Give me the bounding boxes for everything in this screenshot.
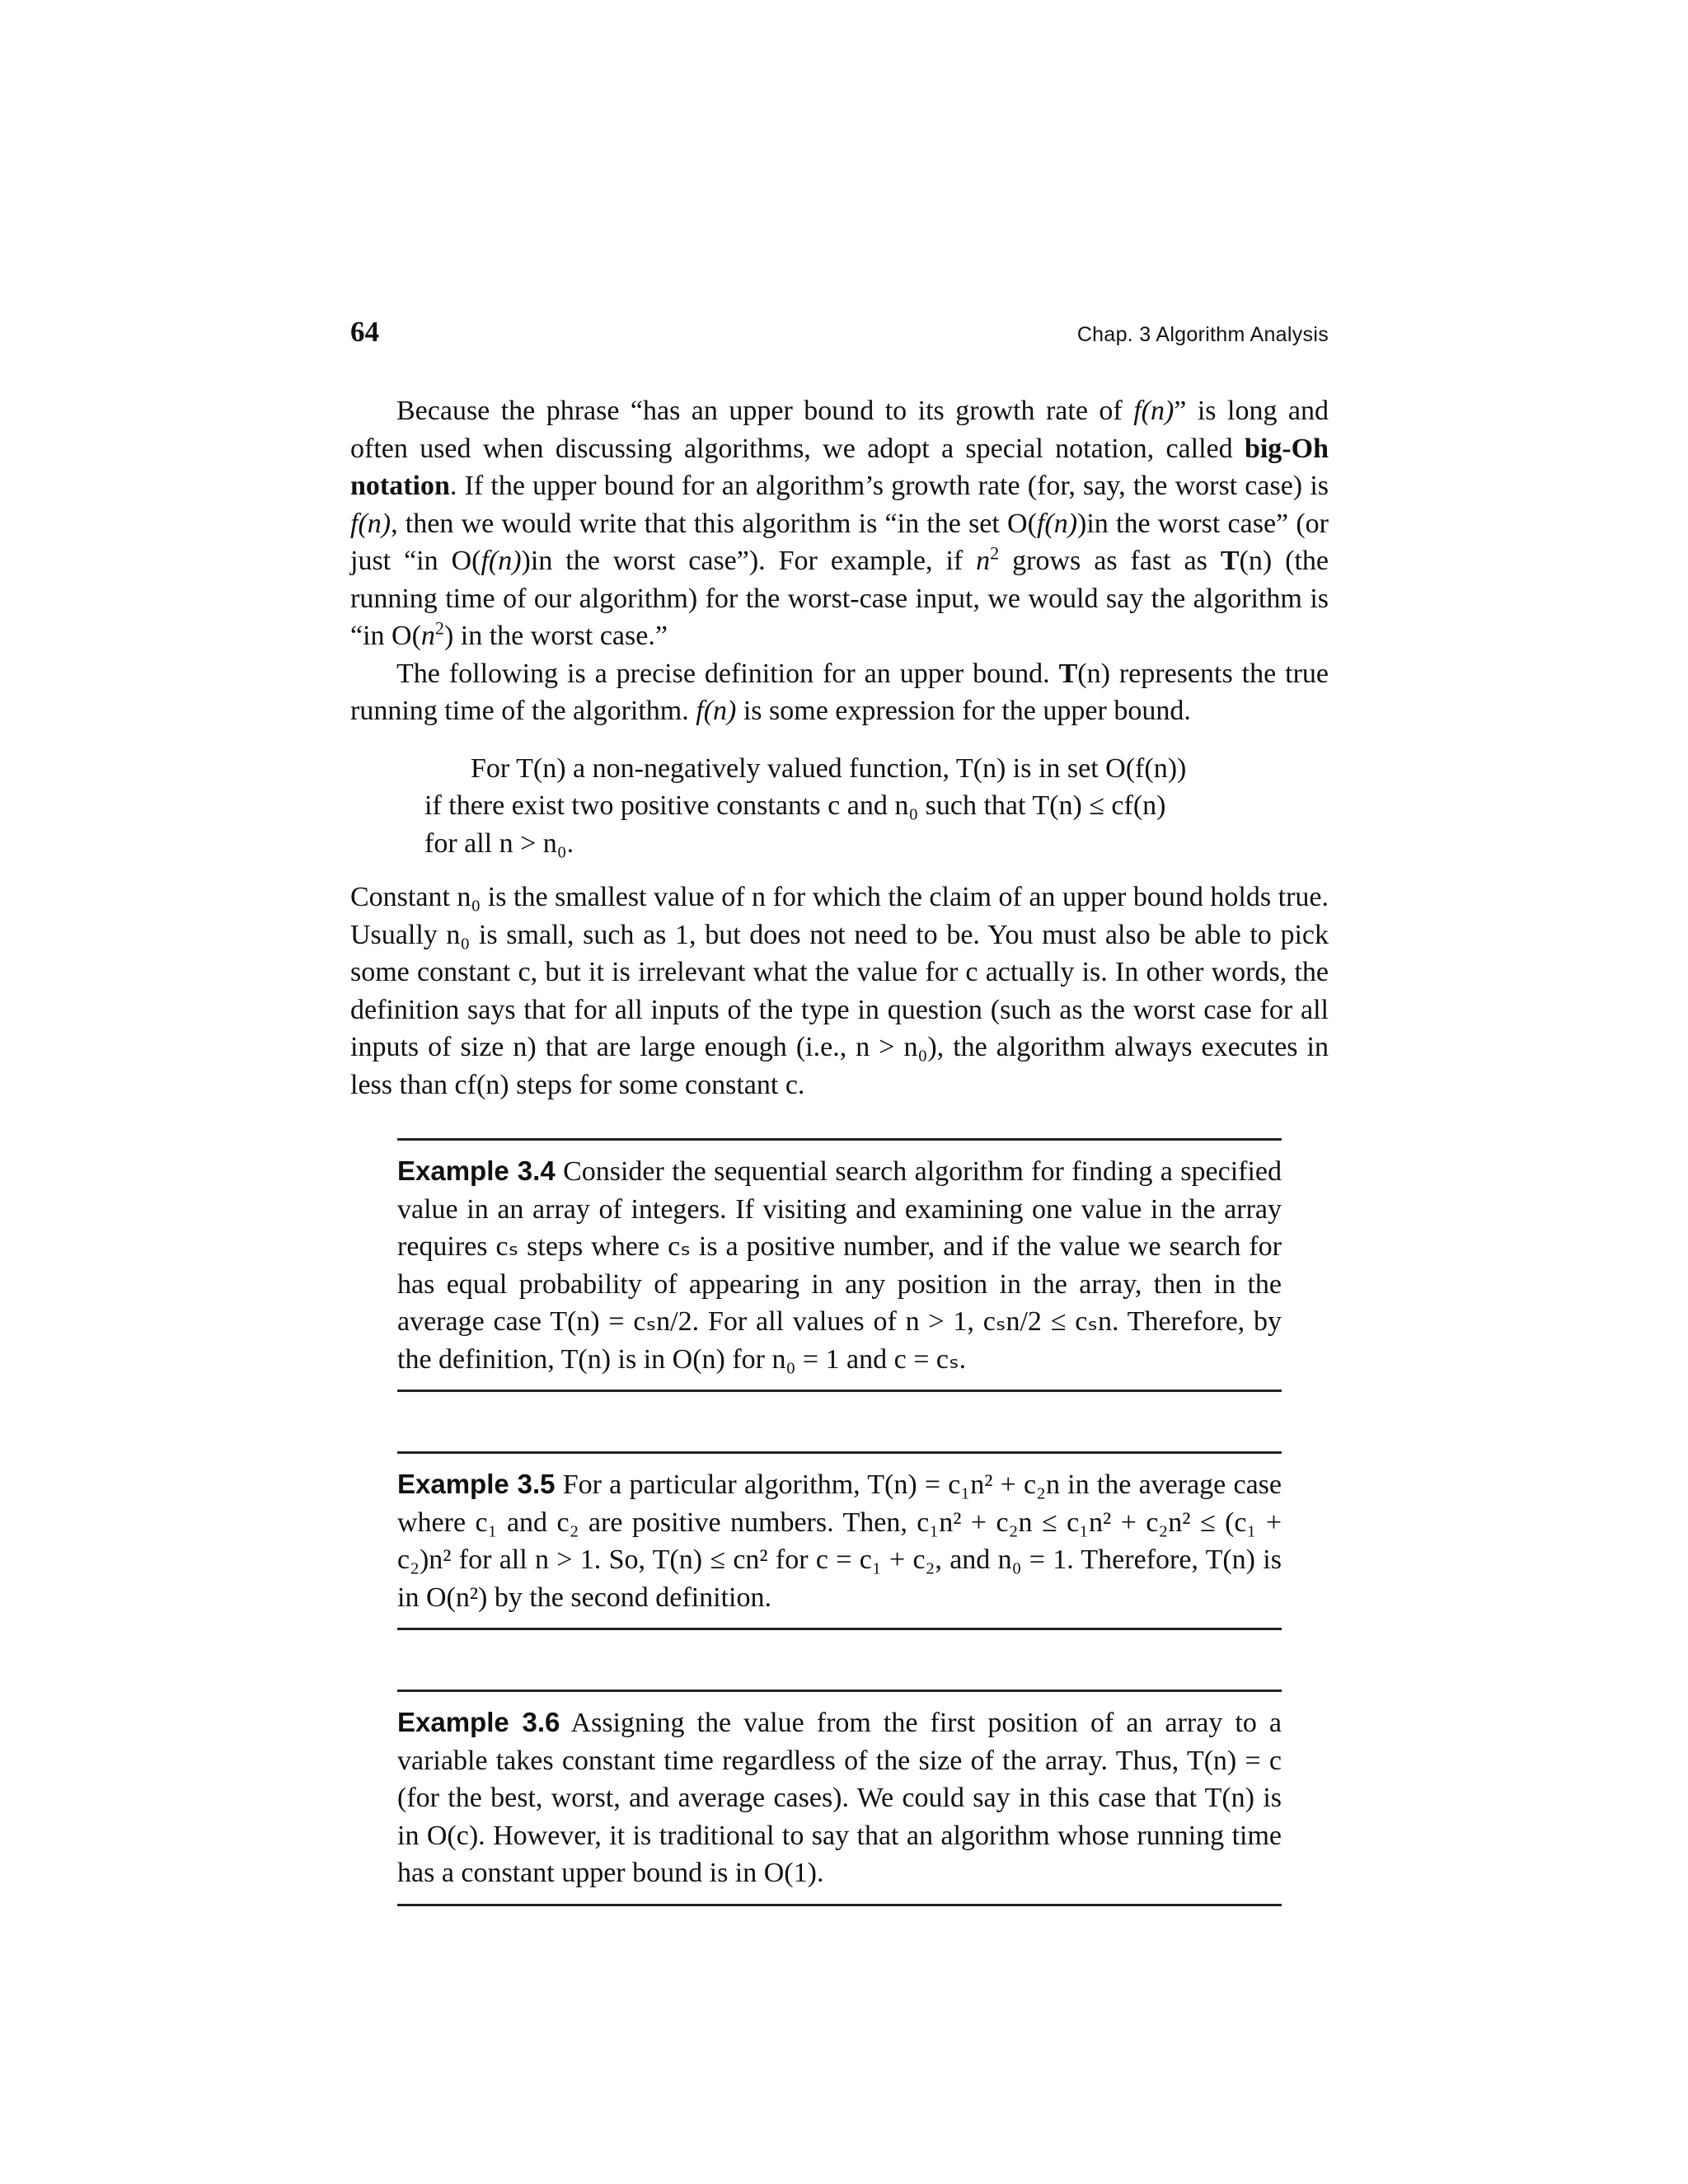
text-run: ” is long and often used when discussing algorithms, we adopt a special notation, called: [350, 396, 1329, 464]
example-text: Assigning the value from the first position of an array to a variable takes constant time regardless of the size of the array. Thus, T(n) = c (for the best, worst, and average cases). We could say in this case that T(n) is in O(c). However, it is traditional to say that an algorithm whose running time has a constant upper bound is in O(1).: [397, 1708, 1282, 1888]
example-label: Example 3.4: [397, 1155, 556, 1186]
math-f-of-n: f(n): [481, 546, 522, 576]
example-label: Example 3.5: [397, 1469, 556, 1499]
definition-line-2: if there exist two positive constants c and n₀ such that T(n) ≤ cf(n): [424, 790, 1166, 821]
superscript: 2: [434, 617, 444, 639]
text-run: grows as fast as: [999, 546, 1221, 576]
paragraph-big-oh-intro: [350, 392, 1329, 655]
definition-line-3: for all n > n₀.: [424, 827, 574, 859]
math-f-of-n: f(n): [350, 508, 392, 539]
text-run: (n) (the running time of our algorithm) for the worst-case input, we would say the algorithm is “in O(: [350, 546, 1329, 651]
running-head: Chap. 3 Algorithm Analysis: [1076, 323, 1329, 346]
example-text: Consider the sequential search algorithm for finding a specified value in an array of integers. If visiting and examining one value in the array requires cₛ steps where cₛ is a positive number, and if the value we search for has equal probability of appearing in any position in the array, then in the average case T(n) = cₛn/2. For all values of n > 1, cₛn/2 ≤ cₛn. Therefore, by the definition, T(n) is in O(n) for n₀ = 1 and c = cₛ.: [397, 1156, 1282, 1375]
example-text: For a particular algorithm, T(n) = c₁n² + c₂n in the average case where c₁ and c₂ are positive numbers. Then, c₁n² + c₂n ≤ c₁n² + c₂n² ≤ (c₁ + c₂)n² for all n > 1. So, T(n) ≤ cn² for c = c₁ + c₂, and n₀ = 1. Therefore, T(n) is in O(n²) by the second definition.: [397, 1469, 1282, 1613]
math-f-of-n: f(n): [696, 696, 737, 726]
text-run: The following is a precise definition for an upper bound.: [396, 658, 1059, 689]
page-number: 64: [350, 316, 379, 348]
text-run: (n) represents the true running time of the algorithm.: [350, 658, 1329, 726]
superscript: 2: [990, 542, 1000, 564]
paragraph-constant-n0: Constant n₀ is the smallest value of n for which the claim of an upper bound holds true. Usually n₀ is small, such as 1, but does not need to be. You must also be able to pick some constant c, but it is irrelevant what the value for c actually is. In other words, the definition says that for all inputs of the type in question (such as the worst case for all inputs of size n) that are large enough (i.e., n > n₀), the algorithm always executes in less than cf(n) steps for some constant c.: [350, 882, 1329, 1100]
text-run: Because the phrase “has an upper bound to its growth rate of: [396, 396, 1134, 426]
text-run: )in the worst case”). For example, if: [521, 546, 977, 576]
math-n: n: [976, 546, 991, 576]
page-header: [350, 316, 1329, 349]
math-f-of-n: f(n): [1036, 508, 1078, 539]
term-big-oh-notation: big-Oh notation: [350, 433, 1329, 501]
math-bold-T: T: [1058, 658, 1078, 689]
text-run: )in the worst case” (or just “in O(: [350, 508, 1329, 576]
upper-bound-definition: [424, 750, 1254, 863]
example-label: Example 3.6: [397, 1707, 560, 1737]
math-bold-T: T: [1220, 546, 1240, 576]
paragraph-definition-intro: [350, 655, 1329, 730]
math-f-of-n: f(n): [1133, 396, 1175, 426]
example-3-6: [397, 1690, 1282, 1906]
text-run: ) in the worst case.”: [443, 621, 668, 651]
page-body: [350, 392, 1329, 1906]
example-3-4: [397, 1138, 1282, 1392]
example-3-5: [397, 1451, 1282, 1630]
text-run: . If the upper bound for an algorithm’s growth rate (for, say, the worst case) is: [449, 471, 1329, 501]
text-run: is some expression for the upper bound.: [736, 696, 1191, 726]
math-n: n: [420, 621, 435, 651]
text-run: , then we would write that this algorithm is “in the set O(: [391, 508, 1037, 539]
definition-line-1: For T(n) a non-negatively valued function, T(n) is in set O(f(n)): [471, 752, 1187, 784]
